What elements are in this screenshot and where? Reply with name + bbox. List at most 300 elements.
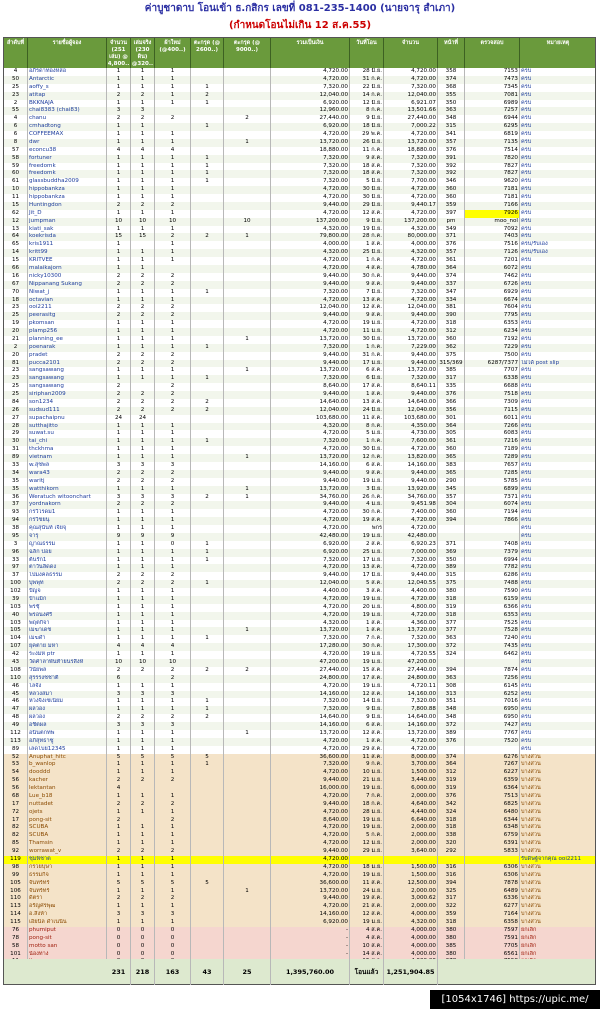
cell-col-takrut: 1	[191, 706, 224, 714]
cell-col-book: 0	[131, 943, 155, 951]
donation-table	[3, 37, 596, 985]
cell-col-paid: 7,000.22	[384, 123, 438, 131]
cell-col-paid: 4,720.00	[384, 131, 438, 139]
cell-col-date: 29 พ.ค.	[350, 131, 384, 139]
cell-col-total: 4,720.00	[271, 186, 350, 194]
cell-col-check: 5785	[465, 478, 520, 486]
cell-col-note: ครบ	[520, 501, 596, 509]
cell-col-takrut-big	[224, 186, 271, 194]
cell-col-qty: 1	[107, 541, 131, 549]
cell-col-index: 106	[4, 888, 28, 896]
table-row	[4, 123, 596, 131]
cell-col-takrut-big	[224, 68, 271, 76]
cell-col-index: 49	[4, 722, 28, 730]
cell-col-book: 2	[131, 848, 155, 856]
cell-col-cloth: 2	[155, 470, 191, 478]
cell-col-takrut-big	[224, 470, 271, 478]
cell-col-book: 5	[131, 880, 155, 888]
cell-col-page: 348	[438, 115, 465, 123]
cell-col-book: 1	[131, 564, 155, 572]
table-row	[4, 525, 596, 533]
cell-col-check: 7115	[465, 407, 520, 415]
cell-col-check: 7435	[465, 643, 520, 651]
totals-row	[3, 959, 596, 985]
totals-c4: 43	[191, 959, 224, 985]
cell-col-date: 18 มิ.ย.	[350, 123, 384, 131]
cell-col-page: 312	[438, 769, 465, 777]
cell-col-index: 15	[4, 257, 28, 265]
cell-col-qty: 1	[107, 919, 131, 927]
cell-col-date: 12 ส.ค.	[350, 911, 384, 919]
table-row	[4, 635, 596, 643]
cell-col-qty: 1	[107, 257, 131, 265]
cell-col-page: 317	[438, 375, 465, 383]
cell-col-takrut-big: 2	[224, 667, 271, 675]
cell-col-takrut-big	[224, 596, 271, 604]
cell-col-index: 4	[4, 68, 28, 76]
cell-col-cloth: 2	[155, 848, 191, 856]
cell-col-takrut: 1	[191, 698, 224, 706]
cell-col-total: 4,720.00	[271, 809, 350, 817]
cell-col-paid: 27,440.00	[384, 667, 438, 675]
cell-col-cloth: 1	[155, 604, 191, 612]
cell-col-total: 36,600.00	[271, 880, 350, 888]
cell-col-note: ครบ	[520, 651, 596, 659]
cell-col-takrut-big	[224, 423, 271, 431]
cell-col-takrut-big: 1	[224, 486, 271, 494]
cell-col-date: 20 ม.ย.	[350, 604, 384, 612]
cell-col-check: 6348	[465, 824, 520, 832]
cell-col-takrut	[191, 801, 224, 809]
cell-col-note: ครบ	[520, 304, 596, 312]
cell-col-name: ป้าแม็ก	[28, 596, 107, 604]
cell-col-index: 4	[4, 115, 28, 123]
cell-col-check: 7126	[465, 249, 520, 257]
cell-col-total: 4,720.00	[271, 683, 350, 691]
cell-col-page: 365	[438, 454, 465, 462]
cell-col-note: บางส่วน	[520, 793, 596, 801]
cell-col-takrut	[191, 872, 224, 880]
cell-col-name: Huntingdon	[28, 202, 107, 210]
cell-col-cloth: 2	[155, 817, 191, 825]
cell-col-page: 315	[438, 123, 465, 131]
cell-col-paid: 4,780.00	[384, 265, 438, 273]
cell-col-paid: 7,700.00	[384, 178, 438, 186]
cell-col-page: 392	[438, 170, 465, 178]
cell-col-date: 12 ส.ค.	[350, 304, 384, 312]
cell-col-page: 322	[438, 903, 465, 911]
cell-col-cloth: 2	[155, 895, 191, 903]
cell-col-date: 26 มิ.ย.	[350, 139, 384, 147]
cell-col-book: 4	[131, 147, 155, 155]
cell-col-cloth: 1	[155, 683, 191, 691]
cell-col-takrut	[191, 336, 224, 344]
cell-col-cloth: 1	[155, 100, 191, 108]
cell-col-qty: 1	[107, 328, 131, 336]
cell-col-check: 7878	[465, 880, 520, 888]
cell-col-total: 13,720.00	[271, 730, 350, 738]
cell-col-page: 313	[438, 691, 465, 699]
cell-col-page: 385	[438, 943, 465, 951]
cell-col-note: ครบ	[520, 367, 596, 375]
cell-col-check: 6825	[465, 801, 520, 809]
cell-col-cloth: 1	[155, 178, 191, 186]
cell-col-note: ครบ/รับเอง	[520, 241, 596, 249]
cell-col-page: 374	[438, 754, 465, 762]
cell-col-qty: 0	[107, 943, 131, 951]
cell-col-cloth: 3	[155, 691, 191, 699]
cell-col-takrut	[191, 525, 224, 533]
cell-col-cloth	[155, 415, 191, 423]
cell-col-takrut-big	[224, 131, 271, 139]
cell-col-takrut: 1	[191, 170, 224, 178]
cell-col-index: 47	[4, 706, 28, 714]
cell-col-note: ครบ	[520, 226, 596, 234]
table-row	[4, 604, 596, 612]
cell-col-paid: 4,320.00	[384, 249, 438, 257]
cell-col-book: 2	[131, 115, 155, 123]
cell-col-index: 108	[4, 667, 28, 675]
cell-col-paid: 4,720.00	[384, 525, 438, 533]
cell-col-qty: 2	[107, 777, 131, 785]
image-host-banner[interactable]: [1054x1746] https://upic.me/	[430, 990, 600, 1009]
cell-col-note: บางส่วน	[520, 888, 596, 896]
cell-col-name: freedomk	[28, 170, 107, 178]
cell-col-date: 1 ส.ค.	[350, 391, 384, 399]
cell-col-paid: 2,000.00	[384, 888, 438, 896]
cell-col-takrut	[191, 478, 224, 486]
cell-col-paid: 14,640.00	[384, 399, 438, 407]
cell-col-cloth: 1	[155, 872, 191, 880]
cell-col-cloth: 1	[155, 730, 191, 738]
cell-col-qty: 1	[107, 131, 131, 139]
cell-col-qty: 1	[107, 367, 131, 375]
table-row	[4, 832, 596, 840]
cell-col-takrut-big	[224, 856, 271, 864]
cell-col-cloth: 1	[155, 170, 191, 178]
cell-col-cloth: 1	[155, 564, 191, 572]
cell-col-date: 17 ส.ค.	[350, 675, 384, 683]
cell-col-note: ครบ	[520, 572, 596, 580]
cell-col-note: ครบ	[520, 454, 596, 462]
cell-col-total: 14,160.00	[271, 911, 350, 919]
cell-col-book: 1	[131, 919, 155, 927]
cell-col-qty: 2	[107, 580, 131, 588]
cell-col-note: บางส่วน	[520, 817, 596, 825]
cell-col-name: บุพพุท	[28, 580, 107, 588]
cell-col-index: 67	[4, 281, 28, 289]
table-row	[4, 155, 596, 163]
cell-col-paid: 4,320.00	[384, 226, 438, 234]
cell-col-name: SCUBA	[28, 832, 107, 840]
cell-col-name: กรวยบุษา	[28, 864, 107, 872]
cell-col-qty: 1	[107, 864, 131, 872]
cell-col-total: 4,320.00	[271, 226, 350, 234]
cell-col-check: moo_nol	[465, 218, 520, 226]
cell-col-date: 26 ก.ค.	[350, 494, 384, 502]
cell-col-page: 319	[438, 777, 465, 785]
cell-col-index: 110	[4, 675, 28, 683]
cell-col-name: อ.สิงห์า	[28, 911, 107, 919]
cell-col-check: 7657	[465, 462, 520, 470]
cell-col-check	[465, 533, 520, 541]
cell-col-qty: 2	[107, 352, 131, 360]
cell-col-index: 64	[4, 233, 28, 241]
cell-col-book: 4	[131, 643, 155, 651]
table-row	[4, 777, 596, 785]
cell-col-takrut-big	[224, 163, 271, 171]
cell-col-qty: 1	[107, 856, 131, 864]
cell-col-qty: 2	[107, 360, 131, 368]
cell-col-total: 27,440.00	[271, 667, 350, 675]
cell-col-takrut-big	[224, 360, 271, 368]
cell-col-takrut	[191, 856, 224, 864]
cell-col-note: ครบ	[520, 557, 596, 565]
cell-col-takrut: 1	[191, 541, 224, 549]
cell-col-qty: 2	[107, 801, 131, 809]
cell-col-takrut	[191, 186, 224, 194]
cell-col-takrut-big	[224, 659, 271, 667]
cell-col-cloth	[155, 785, 191, 793]
cell-col-index: 58	[4, 155, 28, 163]
cell-col-qty: 1	[107, 336, 131, 344]
cell-col-total: 34,760.00	[271, 494, 350, 502]
cell-col-index: 114	[4, 911, 28, 919]
cell-col-check: 6950	[465, 714, 520, 722]
cell-col-date: 19 ม.ย.	[350, 596, 384, 604]
cell-col-qty: 1	[107, 163, 131, 171]
cell-col-date: 11 ส.ค.	[350, 880, 384, 888]
cell-col-name: หลวงสมา	[28, 691, 107, 699]
cell-col-total: 7,320.00	[271, 84, 350, 92]
cell-col-page: 319	[438, 604, 465, 612]
cell-col-qty: 1	[107, 100, 131, 108]
cell-col-date: 30 มิ.ย.	[350, 186, 384, 194]
cell-col-date: 14 มิ.ย.	[350, 698, 384, 706]
cell-col-index: 25	[4, 312, 28, 320]
cell-col-page: 358	[438, 68, 465, 76]
table-row	[4, 691, 596, 699]
cell-col-cloth: 2	[155, 391, 191, 399]
cell-col-takrut	[191, 391, 224, 399]
cell-col-page: 360	[438, 446, 465, 454]
cell-col-takrut	[191, 769, 224, 777]
cell-col-cloth: 1	[155, 131, 191, 139]
cell-col-qty: 0	[107, 951, 131, 959]
cell-col-check: 7166	[465, 202, 520, 210]
cell-col-name: BKKNAJA	[28, 100, 107, 108]
cell-col-name: tai_chi	[28, 438, 107, 446]
cell-col-page: 334	[438, 297, 465, 305]
cell-col-paid: 12,500.00	[384, 880, 438, 888]
cell-col-check: 6929	[465, 289, 520, 297]
cell-col-qty: 1	[107, 320, 131, 328]
cell-col-takrut	[191, 903, 224, 911]
cell-col-page	[438, 533, 465, 541]
cell-col-index: 76	[4, 927, 28, 935]
cell-col-index: 25	[4, 391, 28, 399]
cell-col-name: อภิรดาทองหล่อ	[28, 68, 107, 76]
cell-col-index: 23	[4, 375, 28, 383]
cell-col-page: 377	[438, 620, 465, 628]
cell-col-check: 7597	[465, 927, 520, 935]
cell-col-cloth: 1	[155, 809, 191, 817]
cell-col-paid: 4,720.00	[384, 68, 438, 76]
table-row	[4, 139, 596, 147]
cell-col-index: 18	[4, 297, 28, 305]
cell-col-note: ครบ	[520, 517, 596, 525]
cell-col-name: dooddd	[28, 769, 107, 777]
cell-col-takrut-big	[224, 824, 271, 832]
cell-col-index: 54	[4, 769, 28, 777]
cell-col-name: พรชุ้	[28, 604, 107, 612]
table-row	[4, 430, 596, 438]
cell-col-date: 15 ส.ค.	[350, 667, 384, 675]
cell-col-book	[131, 785, 155, 793]
cell-col-paid: 6,921.07	[384, 100, 438, 108]
cell-col-name: peerasitg	[28, 312, 107, 320]
cell-col-date: 19 ม.ย.	[350, 919, 384, 927]
cell-col-index: 34	[4, 470, 28, 478]
cell-col-index: 23	[4, 92, 28, 100]
cell-col-takrut	[191, 675, 224, 683]
cell-col-index: 95	[4, 533, 28, 541]
cell-col-qty: 2	[107, 714, 131, 722]
cell-col-qty: 2	[107, 202, 131, 210]
totals-c1: 231	[107, 959, 131, 985]
cell-col-index: 104	[4, 635, 28, 643]
cell-col-total: 12,960.00	[271, 107, 350, 115]
cell-col-takrut-big	[224, 415, 271, 423]
cell-col-note: ครบ	[520, 564, 596, 572]
cell-col-takrut-big	[224, 170, 271, 178]
cell-col-page: 318	[438, 320, 465, 328]
cell-col-index: 107	[4, 643, 28, 651]
cell-col-takrut	[191, 383, 224, 391]
cell-col-cloth: 3	[155, 494, 191, 502]
cell-col-book: 2	[131, 92, 155, 100]
cell-col-name: jumpman	[28, 218, 107, 226]
cell-col-book: 2	[131, 281, 155, 289]
cell-col-book: 1	[131, 557, 155, 565]
cell-col-name: Weratuch witoonchart	[28, 494, 107, 502]
table-row	[4, 446, 596, 454]
cell-col-page: 389	[438, 730, 465, 738]
cell-col-takrut-big	[224, 951, 271, 959]
cell-col-qty: 4	[107, 147, 131, 155]
cell-col-note: ครบ	[520, 92, 596, 100]
cell-col-name: KRITVEE	[28, 257, 107, 265]
cell-col-takrut	[191, 501, 224, 509]
cell-col-cloth: 1	[155, 832, 191, 840]
cell-col-note: ครบ	[520, 194, 596, 202]
cell-col-takrut	[191, 832, 224, 840]
cell-col-qty: 1	[107, 194, 131, 202]
cell-col-page: 357	[438, 139, 465, 147]
cell-col-paid: 27,440.00	[384, 115, 438, 123]
cell-col-qty: 1	[107, 651, 131, 659]
cell-col-cloth: 5	[155, 754, 191, 762]
cell-col-total: 4,320.00	[271, 423, 350, 431]
cell-col-total: 27,440.00	[271, 115, 350, 123]
cell-col-book: 2	[131, 399, 155, 407]
cell-col-name: kacher	[28, 777, 107, 785]
cell-col-date: 29 มิ.ย.	[350, 202, 384, 210]
cell-col-date: 9 ก.ค.	[350, 761, 384, 769]
cell-col-total: 7,320.00	[271, 344, 350, 352]
cell-col-page: 397	[438, 210, 465, 218]
cell-col-index: 11	[4, 194, 28, 202]
cell-col-qty: 9	[107, 533, 131, 541]
cell-col-total: 4,720.00	[271, 604, 350, 612]
cell-col-qty: 2	[107, 273, 131, 281]
table-row	[4, 115, 596, 123]
cell-col-total: 4,720.00	[271, 430, 350, 438]
cell-col-takrut-big	[224, 580, 271, 588]
cell-col-takrut-big	[224, 226, 271, 234]
cell-col-index: 102	[4, 588, 28, 596]
cell-col-index: 58	[4, 943, 28, 951]
cell-col-check: 9620	[465, 178, 520, 186]
cell-col-book	[131, 817, 155, 825]
cell-col-qty: 1	[107, 84, 131, 92]
cell-col-book: 1	[131, 809, 155, 817]
cell-col-cloth: 0	[155, 935, 191, 943]
cell-col-name: waritj	[28, 478, 107, 486]
cell-col-name: w.สุชพล	[28, 462, 107, 470]
cell-col-paid: 4,000.00	[384, 951, 438, 959]
cell-col-takrut	[191, 352, 224, 360]
cell-col-total: 4,720.00	[271, 328, 350, 336]
cell-col-index: 56	[4, 785, 28, 793]
cell-col-name: phumiput	[28, 927, 107, 935]
cell-col-qty: 24	[107, 415, 131, 423]
table-row	[4, 880, 596, 888]
cell-col-qty: 1	[107, 438, 131, 446]
cell-col-cloth: 1	[155, 375, 191, 383]
cell-col-page: 319	[438, 785, 465, 793]
cell-col-total: 4,720.00	[271, 76, 350, 84]
cell-col-book: 15	[131, 233, 155, 241]
cell-col-index: 96	[4, 549, 28, 557]
cell-col-takrut	[191, 659, 224, 667]
cell-col-page: 316	[438, 864, 465, 872]
cell-col-index: 101	[4, 951, 28, 959]
cell-col-total: 4,720.00	[271, 320, 350, 328]
cell-col-date: 17 ม.ย.	[350, 360, 384, 368]
table-row	[4, 84, 596, 92]
table-row	[4, 470, 596, 478]
cell-col-cloth: 2	[155, 801, 191, 809]
cell-col-qty: 1	[107, 564, 131, 572]
cell-col-book: 1	[131, 509, 155, 517]
cell-col-book: 1	[131, 635, 155, 643]
cell-col-cloth: 2	[155, 360, 191, 368]
cell-col-index: 46	[4, 683, 28, 691]
cell-col-takrut-big	[224, 612, 271, 620]
header-col-index: ลำดับที่	[4, 38, 28, 68]
cell-col-takrut: 2	[191, 92, 224, 100]
cell-col-total: 4,720.00	[271, 651, 350, 659]
cell-col-note: ครบ	[520, 415, 596, 423]
cell-col-index: 21	[4, 336, 28, 344]
cell-col-name: หวงจิ้งเซเนียม	[28, 698, 107, 706]
cell-col-name: atitap	[28, 92, 107, 100]
cell-col-note: ครบ	[520, 383, 596, 391]
cell-col-book: 2	[131, 714, 155, 722]
cell-col-total: 9,440.00	[271, 777, 350, 785]
cell-col-takrut-big	[224, 478, 271, 486]
